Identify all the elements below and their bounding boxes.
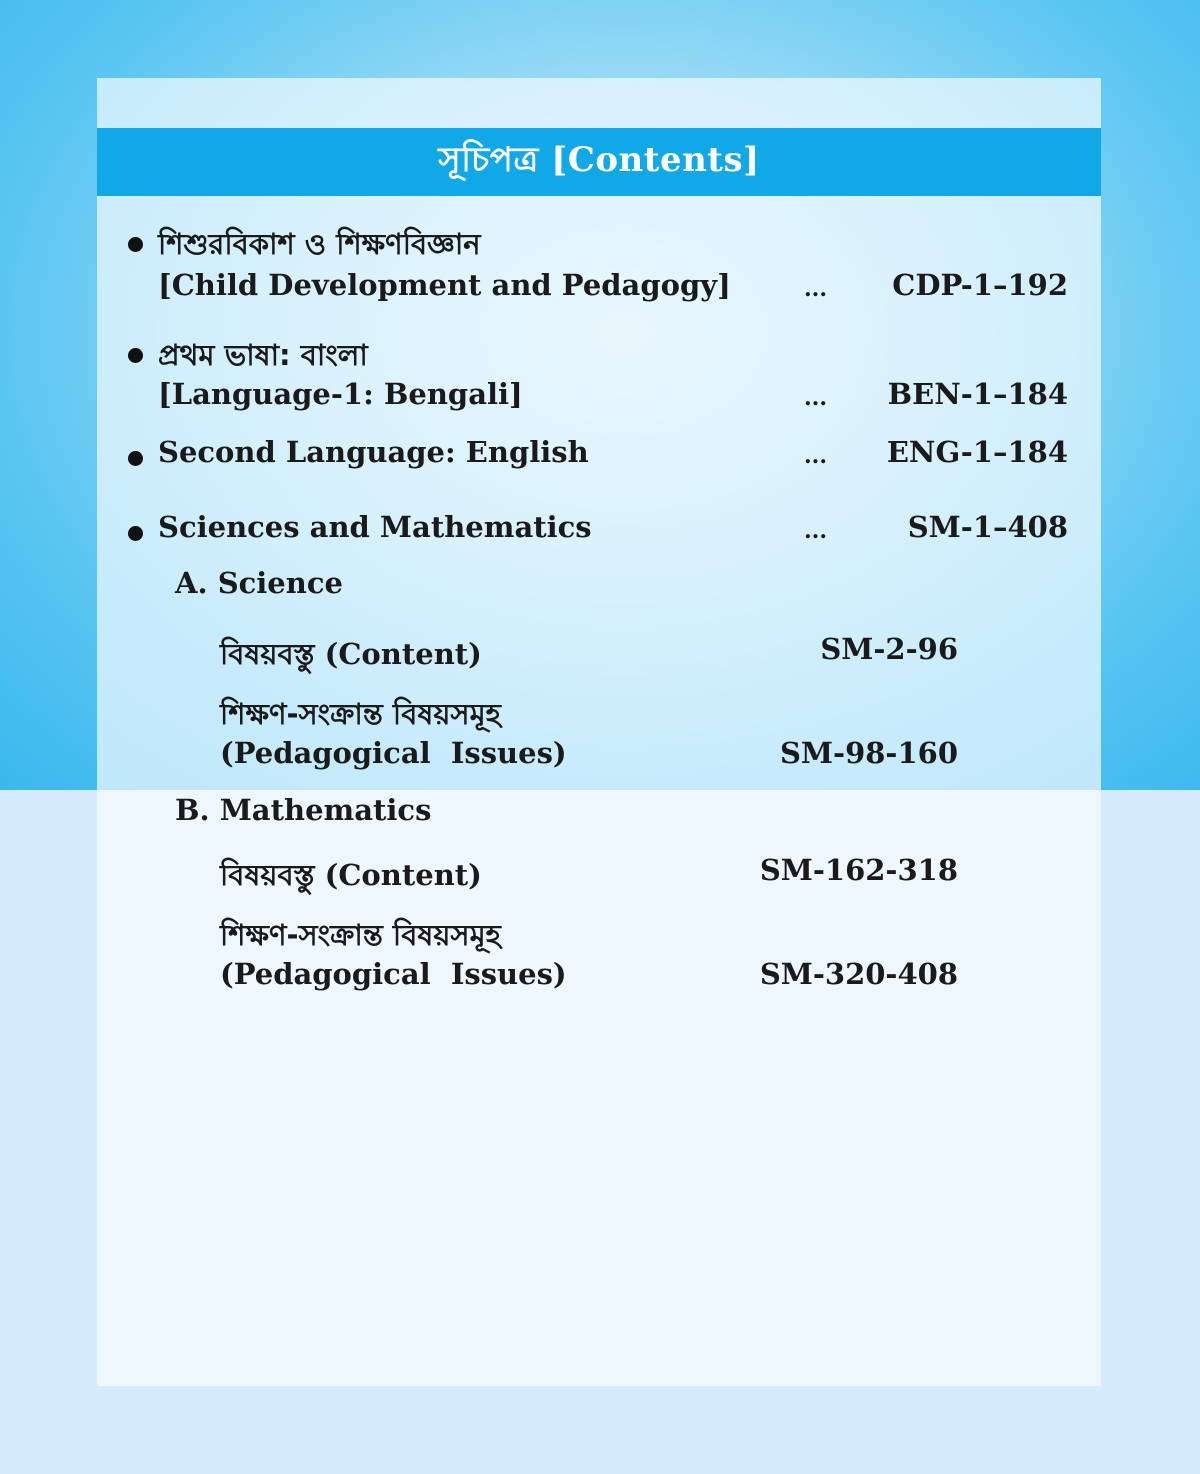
subentry-title — [220, 853, 482, 902]
subentry-title — [220, 632, 482, 681]
bullet-icon — [128, 237, 143, 252]
entry-leader: ... — [804, 443, 827, 469]
entry-pages: CDP-1–192 — [892, 268, 1068, 302]
subentry-title-bn: শিক্ষণ-সংক্রান্ত বিষয়সমূহ — [220, 918, 501, 952]
section-label: B. Mathematics — [175, 793, 432, 827]
entry-title-bn: প্রথম ভাষা: বাংলা — [158, 338, 368, 372]
subentry-title-en: (Content) — [324, 637, 482, 671]
entry-title-en: Second Language: English — [158, 435, 589, 469]
section-label: A. Science — [175, 566, 343, 600]
contents-header — [97, 128, 1101, 196]
subentry-pages: SM-98-160 — [779, 736, 958, 770]
entry-title-en: Sciences and Mathematics — [158, 510, 592, 544]
subentry-title-en: (Pedagogical Issues) — [220, 957, 567, 991]
entry-pages: ENG-1–184 — [886, 435, 1068, 469]
entry-leader: ... — [804, 385, 827, 411]
contents-title — [438, 134, 760, 191]
subentry-pages: SM-2-96 — [820, 632, 958, 666]
subentry-title-bn: শিক্ষণ-সংক্রান্ত বিষয়সমূহ — [220, 697, 501, 731]
bullet-icon — [128, 526, 143, 541]
contents-title-bn: সূচিপত্র — [438, 139, 539, 180]
entry-title-bn: শিশুরবিকাশ ও শিক্ষণবিজ্ঞান — [158, 227, 481, 261]
subentry-title-bn: বিষয়বস্তু — [220, 637, 315, 671]
entry-pages: BEN-1–184 — [887, 377, 1068, 411]
bullet-icon — [128, 451, 143, 466]
bullet-icon — [128, 348, 143, 363]
subentry-title-en: (Content) — [324, 858, 482, 892]
entry-leader: ... — [804, 276, 827, 302]
subentry-title-en: (Pedagogical Issues) — [220, 736, 567, 770]
entry-title-en: [Language-1: Bengali] — [158, 377, 523, 411]
entry-leader: ... — [804, 518, 827, 544]
contents-title-en: [Contents] — [551, 139, 760, 180]
subentry-title-bn: বিষয়বস্তু — [220, 858, 315, 892]
subentry-pages: SM-320-408 — [759, 957, 958, 991]
subentry-pages: SM-162-318 — [759, 853, 958, 887]
entry-pages: SM-1–408 — [907, 510, 1068, 544]
entry-title-en: [Child Development and Pedagogy] — [158, 268, 731, 302]
